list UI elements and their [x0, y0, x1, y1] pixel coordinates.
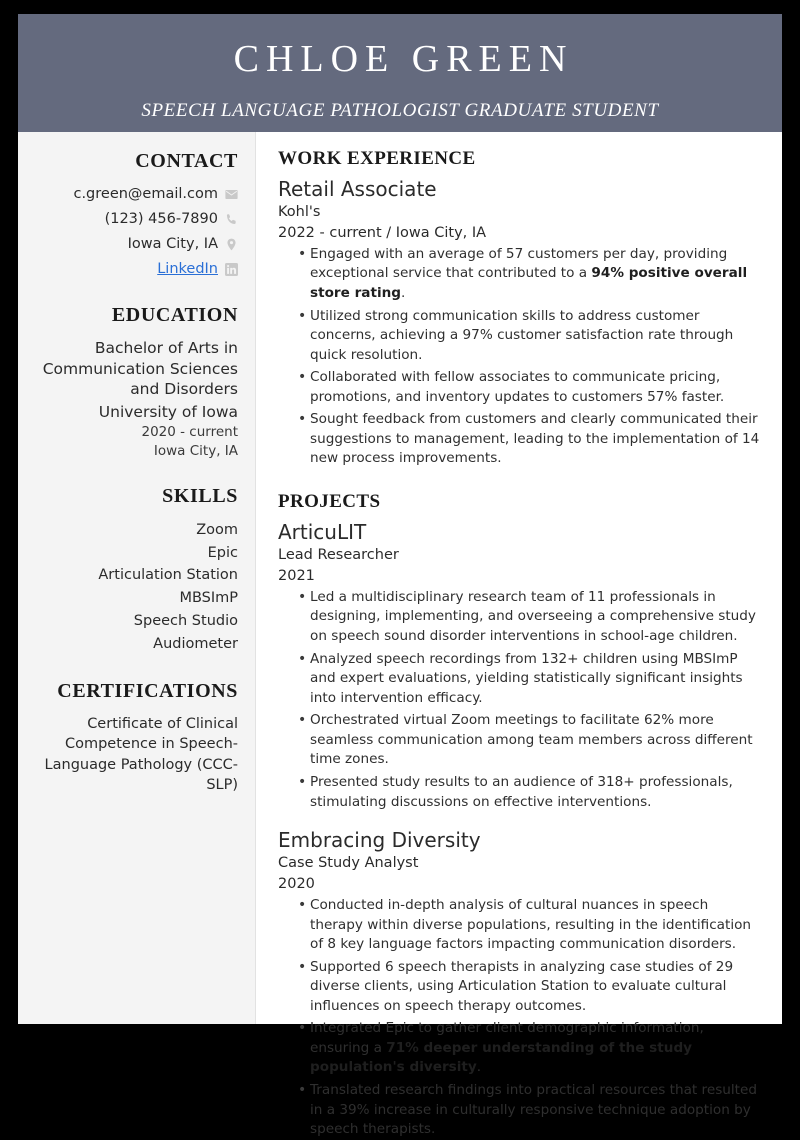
- main-column: [256, 132, 782, 1138]
- envelope-icon: [225, 188, 238, 201]
- entry-title: ArticuLIT: [278, 520, 367, 545]
- skills-list: [30, 519, 238, 656]
- entry-title: Embracing Diversity: [278, 828, 481, 853]
- work-experience-entries: [278, 177, 760, 469]
- projects-heading: PROJECTS: [278, 491, 381, 513]
- bullet-item: • Integrated Epic to gather client demographic information, ensuring a 71% deeper understanding of the study population's diversity.: [298, 1019, 760, 1078]
- bullet-item: • Sought feedback from customers and clearly communicated their suggestions to management, leading to the implementation of 14 new process improvements.: [298, 410, 760, 469]
- contact-item-2: [30, 209, 238, 230]
- bullet-item: • Analyzed speech recordings from 132+ children using MBSImP and expert evaluations, yielding statistically significant insights into intervention efficacy.: [298, 650, 760, 709]
- certifications-list: [30, 714, 238, 795]
- projects-entries: [278, 520, 760, 1140]
- skill-item: Speech Studio: [133, 613, 238, 630]
- contact-item-label: Iowa City, IA: [127, 236, 218, 253]
- entry-meta: 2020: [278, 875, 315, 892]
- education-section: [30, 304, 238, 461]
- sidebar: [18, 132, 256, 1024]
- bullet-item: • Led a multidisciplinary research team of 11 professionals in designing, implementing, and overseeing a comprehensive study on speech sound disorder interventions in school-age children.: [298, 588, 760, 647]
- candidate-subtitle: SPEECH LANGUAGE PATHOLOGIST GRADUATE STUDENT: [141, 100, 659, 121]
- bullet-item: • Translated research findings into practical resources that resulted in a 39% increase in culturally responsive technique adoption by speech therapists.: [298, 1081, 760, 1140]
- education-heading: EDUCATION: [111, 304, 238, 327]
- entry-title: Retail Associate: [278, 177, 437, 201]
- skill-item: MBSImP: [179, 590, 238, 607]
- skill-item: Articulation Station: [98, 567, 238, 584]
- entry: [278, 177, 760, 469]
- linkedin-icon[interactable]: [225, 263, 238, 276]
- resume-document: [18, 14, 782, 1138]
- entry-organization: Case Study Analyst: [278, 855, 419, 872]
- bullet-item: • Supported 6 speech therapists in analyzing case studies of 29 diverse clients, using Articulation Station to evaluate cultural influences on speech therapy outcomes.: [298, 958, 760, 1017]
- certification-item: Certificate of Clinical Competence in Speech-Language Pathology (CCC-SLP): [44, 716, 238, 793]
- contact-item-4[interactable]: [30, 259, 238, 280]
- entry-bullet-list: [278, 588, 760, 812]
- contact-item-label: c.green@email.com: [73, 186, 218, 202]
- skill-item: Epic: [207, 544, 238, 561]
- bullet-item: • Presented study results to an audience of 318+ professionals, stimulating discussions on effective interventions.: [298, 773, 760, 812]
- entry: [278, 520, 760, 812]
- bullet-item: • Collaborated with fellow associates to communicate pricing, promotions, and inventory updates to customers 57% faster.: [298, 368, 760, 407]
- bullet-emphasis: 94% positive overall store rating: [310, 265, 748, 301]
- certifications-section: [30, 680, 238, 795]
- contact-list: [30, 184, 238, 280]
- entry-bullet-list: [278, 245, 760, 469]
- map-pin-icon: [225, 238, 238, 251]
- entry-bullet-list: [278, 896, 760, 1140]
- skill-item: Audiometer: [153, 636, 238, 653]
- work-experience-heading: WORK EXPERIENCE: [278, 148, 476, 169]
- entry-organization: Kohl's: [278, 204, 321, 220]
- bullet-item: • Orchestrated virtual Zoom meetings to facilitate 62% more seamless communication among team members across different time zones.: [298, 711, 760, 770]
- entry-organization: Lead Researcher: [278, 547, 399, 564]
- entry-meta: 2021: [278, 567, 315, 584]
- resume-header: [18, 14, 782, 132]
- contact-item-1: [30, 184, 238, 205]
- bullet-item: • Utilized strong communication skills to address customer concerns, achieving a 97% customer satisfaction rate through quick resolution.: [298, 307, 760, 366]
- contact-heading: CONTACT: [135, 150, 238, 172]
- contact-item-label: (123) 456-7890: [104, 211, 218, 228]
- skills-heading: SKILLS: [162, 484, 238, 507]
- phone-icon: [225, 213, 238, 226]
- work-experience-section: [278, 148, 760, 469]
- bullet-item: • Engaged with an average of 57 customers per day, providing exceptional service that contributed to a 94% positive overall store rating.: [298, 245, 760, 304]
- skills-section: [30, 485, 238, 656]
- education-school: University of Iowa: [98, 403, 238, 422]
- entry-meta: 2022 - current / Iowa City, IA: [278, 224, 487, 241]
- education-degree: Bachelor of Arts in Communication Sciences and Disorders: [42, 339, 238, 398]
- entry: [278, 828, 760, 1140]
- skill-item: Zoom: [196, 521, 238, 538]
- contact-section: [30, 150, 238, 280]
- bullet-item: • Conducted in-depth analysis of cultural nuances in speech therapy within diverse populations, resulting in the identification of 8 key language factors impacting communication disorders.: [298, 896, 760, 955]
- education-dates: 2020 - current: [141, 424, 238, 441]
- contact-item-label[interactable]: LinkedIn: [157, 261, 218, 278]
- projects-section: [278, 491, 760, 1140]
- candidate-name: CHLOE GREEN: [233, 38, 574, 80]
- certifications-heading: CERTIFICATIONS: [57, 680, 238, 703]
- resume-body: [18, 132, 782, 1138]
- education-location: Iowa City, IA: [153, 442, 238, 459]
- contact-item-3: [30, 234, 238, 255]
- bullet-emphasis: 71% deeper understanding of the study population's diversity: [310, 1039, 693, 1076]
